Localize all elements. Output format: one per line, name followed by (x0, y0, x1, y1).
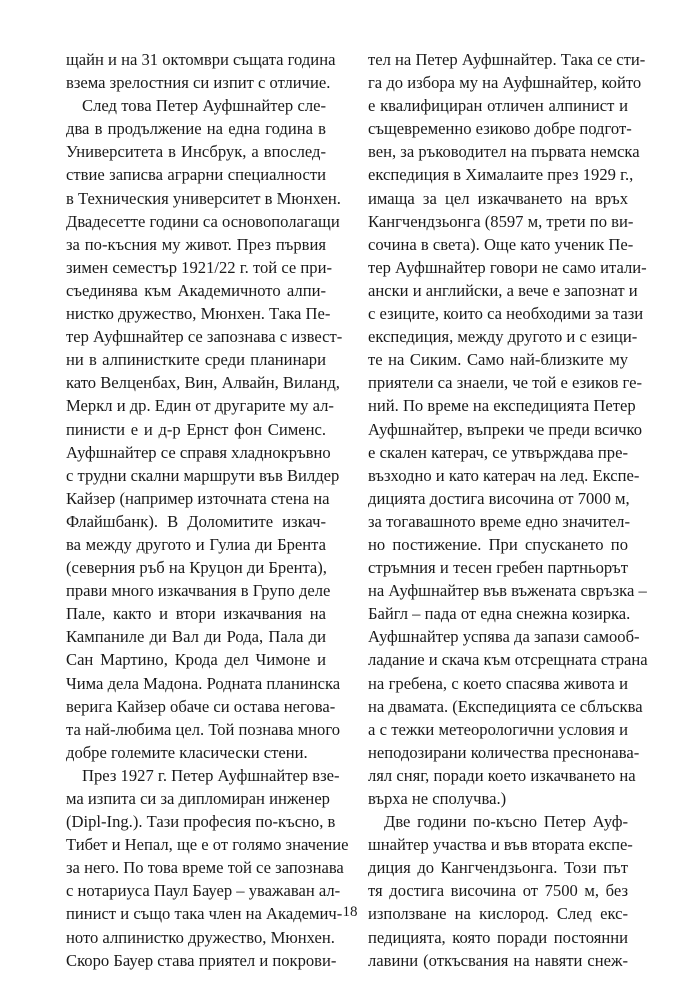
text-line: (северния ръб на Круцон ди Брента), (66, 558, 327, 578)
text-line: Флайшбанк). В Доломитите изкач- (66, 511, 326, 531)
text-line: зимен семестър 1921/22 г. той се при- (66, 257, 332, 277)
text-line: Университета в Инсбрук, а впослед- (66, 142, 326, 162)
text-line: Сан Мартино, Крода дел Чимоне и (66, 650, 326, 670)
text-line: в Техническия университет в Мюнхен. (66, 188, 341, 208)
text-line: пинисти е и д-р Ернст фон Сименс. (66, 419, 326, 439)
text-line: шнайтер участва и във втората експе- (368, 835, 633, 855)
text-line: ни в алпинистките среди планинари (66, 350, 326, 370)
text-line: щайн и на 31 октомври същата година (66, 50, 336, 69)
text-line: а с тежки метеорологични условия и (368, 719, 628, 739)
text-line: те на Сиким. Само най-близките му (368, 350, 628, 370)
text-line: взема зрелостния си изпит с отличие. (66, 73, 331, 93)
text-line: с трудни скални маршрути във Вилдер (66, 465, 340, 485)
text-line: Кайзер (например източната стена на (66, 488, 330, 508)
text-line: Пале, както и втори изкачвания на (66, 604, 326, 624)
text-line: През 1927 г. Петер Ауфшнайтер взе- (82, 765, 340, 785)
right-text-column (368, 48, 648, 972)
text-line: вен, за ръководител на първата немска (368, 142, 640, 162)
text-line: експедиция в Хималаите през 1929 г., (368, 165, 634, 185)
text-line: Двадесетте години са основополагащи (66, 211, 340, 231)
text-line: лял сняг, поради което изкачването на (368, 765, 636, 785)
left-text-column (66, 48, 349, 972)
text-line: като Велценбах, Вин, Алвайн, Виланд, (66, 373, 340, 393)
text-line: възходно и като катерач на лед. Експе- (368, 465, 640, 485)
text-line: тер Ауфшнайтер говори не само итали- (368, 257, 647, 277)
text-line: га до избора му на Ауфшнайтер, който (368, 73, 642, 93)
text-line: Меркл и др. Един от другарите му ал- (66, 396, 334, 416)
text-line: имаща за цел изкачването на връх (368, 188, 628, 208)
text-line: съединява към Академичното алпи- (66, 280, 326, 300)
text-line: Кангчендзьонга (8597 м, трети по ви- (368, 211, 634, 231)
text-line: за тогавашното време едно значител- (368, 511, 630, 531)
text-line: Ауфшнайтер се справя хладнокръвно (66, 442, 331, 462)
text-line: на Ауфшнайтер във въжената свръзка – (368, 581, 647, 601)
text-line: на гребена, с което спасява живота и (368, 673, 628, 693)
text-line: педицията, която поради постоянни (368, 927, 628, 947)
text-line: ствие записва аграрни специалности (66, 165, 326, 185)
text-line: но постижение. При спускането по (368, 534, 628, 554)
text-line: ладание и скача към отсрещната страна (368, 650, 648, 670)
text-line: След това Петер Ауфшнайтер сле- (82, 96, 326, 116)
text-line: Тибет и Непал, ще е от голямо значение (66, 835, 349, 855)
text-line: е квалифициран отличен алпинист и (368, 96, 628, 116)
text-line: неподозирани количества преснонава- (368, 742, 640, 762)
text-line: стръмния и тесен гребен партньорът (368, 558, 628, 578)
text-line: (Dipl-Ing.). Тази професия по-късно, в (66, 812, 336, 832)
text-line: ански и английски, а вече е запознат и (368, 280, 638, 300)
text-line: с нотариуса Паул Бауер – уважаван ал- (66, 881, 341, 901)
text-line: за по-късния му живот. През първия (66, 234, 326, 254)
text-line: Скоро Бауер става приятел и покрови- (66, 950, 337, 970)
text-line: Ауфшнайтер, въпреки че преди всичко (368, 419, 643, 439)
text-line: дицията достига височина от 7000 м, (368, 488, 630, 508)
text-line: за него. По това време той се запознава (66, 858, 344, 878)
text-line: ма изпита си за дипломиран инженер (66, 789, 330, 808)
text-line: тя достига височина от 7500 м, без (368, 881, 628, 901)
text-line: ний. По време на експедицията Петер (368, 396, 636, 416)
text-line: прави много изкачвания в Групо деле (66, 581, 331, 601)
text-line: Байгл – пада от една снежна козирка. (368, 604, 631, 624)
text-line: Ауфшнайтер успява да запази самооб- (368, 627, 640, 647)
text-line: използване на кислород. След екс- (368, 904, 628, 924)
text-line: ното алпинистко дружество, Мюнхен. (66, 927, 335, 947)
text-line: върха не сполучва.) (368, 789, 507, 808)
text-line: Кампаниле ди Вал ди Рода, Пала ди (66, 627, 326, 647)
text-line: диция до Кангчендзьонга. Този път (368, 858, 628, 878)
text-line: лавини (откъсвания на навяти снеж- (368, 950, 628, 970)
text-line: сочина в света). Още като ученик Пе- (368, 234, 634, 254)
text-line: тел на Петер Ауфшнайтер. Така се сти- (368, 50, 646, 69)
text-line: два в продължение на една година в (66, 119, 326, 139)
text-line: добре големите класически стени. (66, 742, 308, 762)
text-line: с езиците, които са необходими за тази (368, 304, 644, 324)
text-line: верига Кайзер обаче си остава негова- (66, 696, 336, 716)
text-line: Чима дела Мадона. Родната планинска (66, 673, 341, 693)
text-line: е скален катерач, се утвърждава пре- (368, 442, 628, 462)
text-line: пинист и също така член на Академич- (66, 904, 343, 924)
text-line: ва между другото и Гулиа ди Брента (66, 534, 326, 554)
text-line: тер Ауфшнайтер се запознава с извест- (66, 327, 343, 347)
text-line: същевременно езиково добре подгот- (368, 119, 632, 139)
text-line: експедиция, между другото и с езици- (368, 327, 638, 347)
text-line: та най-любима цел. Той познава много (66, 719, 341, 739)
text-line: на двамата. (Експедицията се сблъсква (368, 696, 643, 716)
text-line: приятели са знаели, че той е езиков ге- (368, 373, 643, 393)
page-number: 18 (342, 904, 358, 920)
text-line: Две години по-късно Петер Ауф- (384, 812, 628, 832)
text-line: нистко дружество, Мюнхен. Така Пе- (66, 304, 331, 324)
